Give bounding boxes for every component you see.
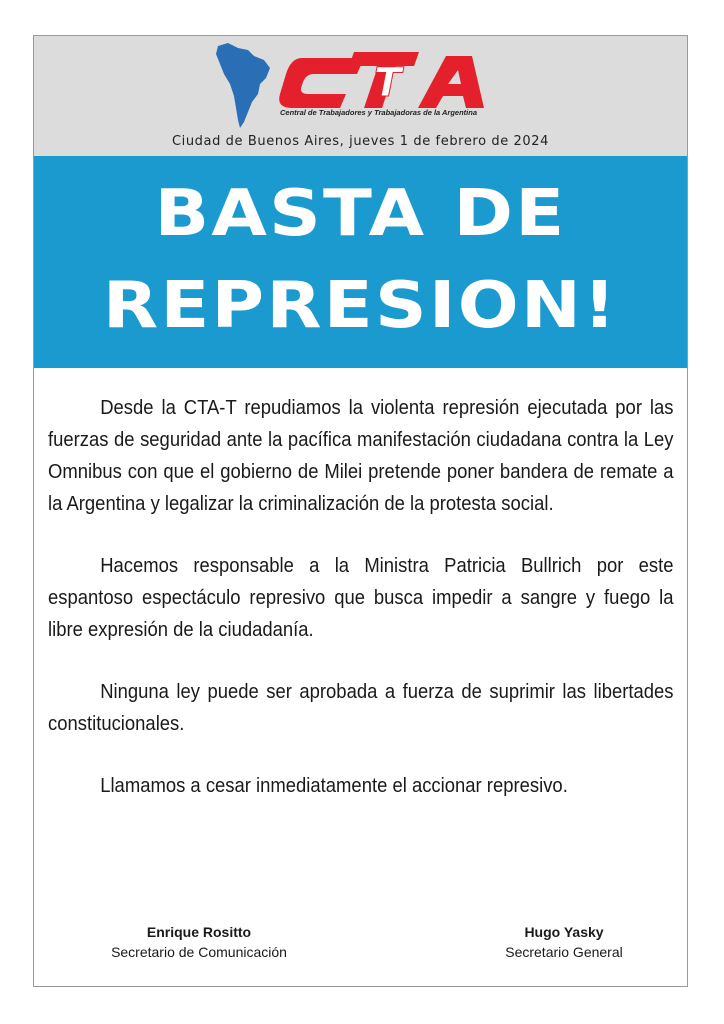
dateline: Ciudad de Buenos Aires, jueves 1 de febrero de 2024 xyxy=(171,134,550,149)
headline-line-2: REPRESION! xyxy=(102,269,619,343)
signatory-name: Enrique Rositto xyxy=(146,924,252,940)
signature-right xyxy=(479,922,649,962)
header xyxy=(34,36,687,156)
paragraph: Hacemos responsable a la Ministra Patricia Bullrich por este espantoso espectáculo represivo que busca impedir a sangre y fuego la libre expresión de la ciudadanía. xyxy=(48,554,674,641)
signature-left xyxy=(94,922,304,962)
paragraph: Desde la CTA-T repudiamos la violenta represión ejecutada por las fuerzas de seguridad ante la pacífica manifestación ciudadana contra la Ley Omnibus con que el gobierno de Milei pretende poner bandera de remate a la Argentina y legalizar la criminalización de la protesta social. xyxy=(48,396,674,515)
cta-logo-graphic xyxy=(214,40,504,132)
signatory-role: Secretario General xyxy=(505,944,623,960)
cta-logo xyxy=(214,40,504,132)
signatory-role: Secretario de Comunicación xyxy=(111,944,287,960)
paragraph: Llamamos a cesar inmediatamente el accionar represivo. xyxy=(100,774,568,797)
headline-line-1: BASTA DE xyxy=(154,177,567,251)
south-america-map-icon xyxy=(216,43,270,128)
paragraph: Ninguna ley puede ser aprobada a fuerza de suprimir las libertades constitucionales. xyxy=(48,680,674,735)
press-release-sheet xyxy=(33,35,688,987)
statement-body xyxy=(48,392,674,802)
signatory-name: Hugo Yasky xyxy=(524,924,604,940)
headline-banner xyxy=(34,156,687,368)
logo-tagline: Central de Trabajadores y Trabajadoras de la Argentina xyxy=(280,108,478,117)
svg-text:T: T xyxy=(374,60,402,106)
